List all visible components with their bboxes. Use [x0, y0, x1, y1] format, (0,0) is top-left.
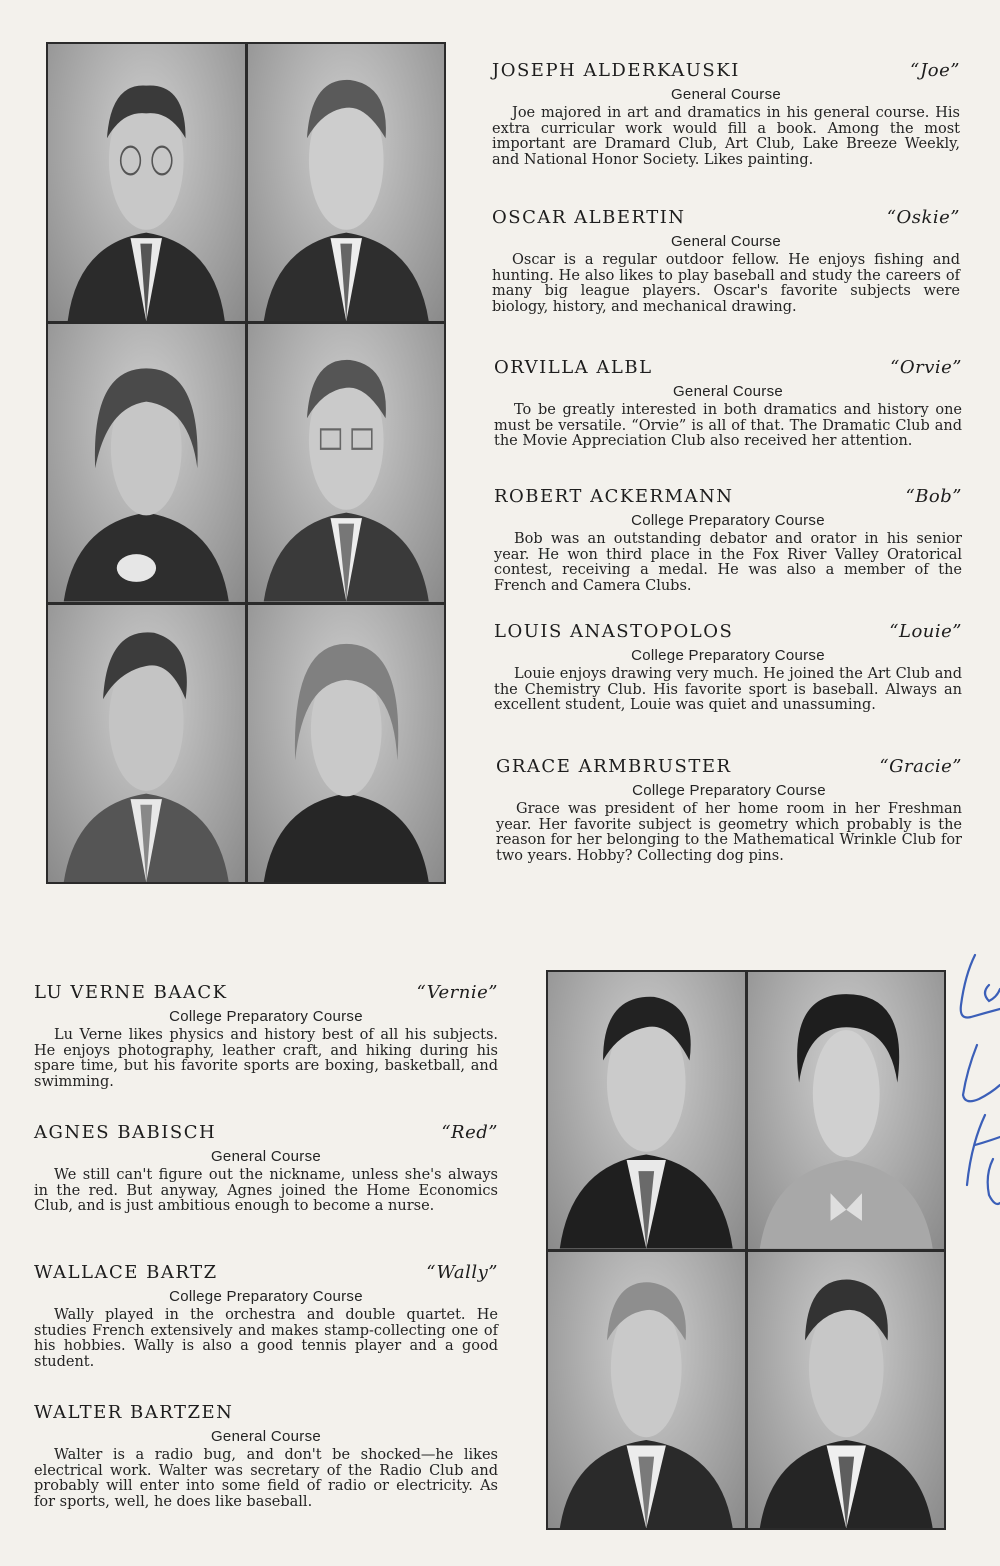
student-nickname: “Bob” [905, 486, 962, 507]
student-nickname: “Wally” [426, 1262, 498, 1283]
handwritten-signature [945, 945, 1000, 1215]
student-course: General Course [672, 383, 784, 400]
bio-louis-anastopolos [494, 621, 962, 714]
portrait-oscar-albertin [248, 44, 445, 321]
portrait-agnes-babisch [748, 972, 945, 1249]
student-course: College Preparatory Course [632, 782, 826, 799]
portrait-joseph-alderkauski [48, 44, 245, 321]
student-nickname: “Vernie” [416, 982, 498, 1003]
bio-joseph-alderkauski [492, 60, 960, 168]
student-course: College Preparatory Course [169, 1288, 363, 1305]
student-nickname: “Red” [441, 1122, 498, 1143]
student-bio: Oscar is a regular outdoor fellow. He enjoys fishing and hunting. He also likes to play baseball and study the careers of many big league players. Oscar's favorite subjects were biology, history, and mechanical drawing. [492, 252, 960, 315]
portrait-lu-verne-baack [548, 972, 745, 1249]
student-bio: Grace was president of her home room in her Freshman year. Her favorite subject is geometry which probably is the reason for her belonging to the Mathematical Wrinkle Club for two years. Hobby? Collecting dog pins. [496, 801, 962, 864]
student-name: AGNES BABISCH [34, 1122, 217, 1143]
student-course: General Course [670, 233, 782, 250]
student-bio: Louie enjoys drawing very much. He joined the Art Club and the Chemistry Club. His favorite sport is baseball. Always an excellent student, Louie was quiet and unassuming. [494, 666, 962, 713]
student-course: General Course [670, 86, 782, 103]
student-name: WALTER BARTZEN [34, 1402, 234, 1423]
student-bio: Lu Verne likes physics and history best of all his subjects. He enjoys photography, leather craft, and hiking during his spare time, but his favorite sports are boxing, basketball, and swimming. [34, 1027, 498, 1090]
student-nickname: “Gracie” [879, 756, 962, 777]
student-nickname: “Oskie” [886, 207, 960, 228]
top-photo-grid [46, 42, 446, 884]
student-name: ROBERT ACKERMANN [494, 486, 734, 507]
portrait-orvilla-albl [48, 324, 245, 601]
bio-grace-armbruster [496, 756, 962, 864]
student-bio: Walter is a radio bug, and don't be shocked—he likes electrical work. Walter was secretary of the Radio Club and probably will enter into some field of radio or electricity. As for sports, well, he does like baseball. [34, 1447, 498, 1510]
bio-walter-bartzen [34, 1402, 498, 1510]
student-name: OSCAR ALBERTIN [492, 207, 686, 228]
student-course: College Preparatory Course [169, 1008, 363, 1025]
student-course: College Preparatory Course [631, 647, 825, 664]
student-name: JOSEPH ALDERKAUSKI [492, 60, 740, 81]
student-course: College Preparatory Course [631, 512, 825, 529]
portrait-robert-ackermann [248, 324, 445, 601]
bio-robert-ackermann [494, 486, 962, 594]
bio-orvilla-albl [494, 357, 962, 450]
bio-agnes-babisch [34, 1122, 498, 1215]
portrait-grace-armbruster [248, 605, 445, 882]
bio-wallace-bartz [34, 1262, 498, 1370]
portrait-louis-anastopolos [48, 605, 245, 882]
portrait-wallace-bartz [548, 1252, 745, 1529]
student-bio: We still can't figure out the nickname, unless she's always in the red. But anyway, Agnes joined the Home Economics Club, and is just ambitious enough to become a nurse. [34, 1167, 498, 1214]
student-name: WALLACE BARTZ [34, 1262, 218, 1283]
student-nickname: “Joe” [909, 60, 960, 81]
student-course: General Course [210, 1148, 322, 1165]
student-nickname: “Louie” [889, 621, 962, 642]
student-name: LU VERNE BAACK [34, 982, 228, 1003]
student-name: LOUIS ANASTOPOLOS [494, 621, 734, 642]
bottom-photo-grid [546, 970, 946, 1530]
portrait-walter-bartzen [748, 1252, 945, 1529]
student-name: ORVILLA ALBL [494, 357, 653, 378]
student-bio: Bob was an outstanding debator and orator in his senior year. He won third place in the Fox River Valley Oratorical contest, receiving a medal. He was also a member of the French and Camera Clubs. [494, 531, 962, 594]
student-bio: To be greatly interested in both dramatics and history one must be versatile. “Orvie” is all of that. The Dramatic Club and the Movie Appreciation Club also received her attention. [494, 402, 962, 449]
bio-lu-verne-baack [34, 982, 498, 1090]
student-course: General Course [210, 1428, 322, 1445]
student-name: GRACE ARMBRUSTER [496, 756, 732, 777]
student-bio: Joe majored in art and dramatics in his general course. His extra curricular work would fill a book. Among the most important are Dramard Club, Art Club, Lake Breeze Weekly, and National Honor Society. Likes painting. [492, 105, 960, 168]
student-nickname: “Orvie” [890, 357, 962, 378]
student-bio: Wally played in the orchestra and double quartet. He studies French extensively and makes stamp-collecting one of his hobbies. Wally is also a good tennis player and a good student. [34, 1307, 498, 1370]
bio-oscar-albertin [492, 207, 960, 315]
